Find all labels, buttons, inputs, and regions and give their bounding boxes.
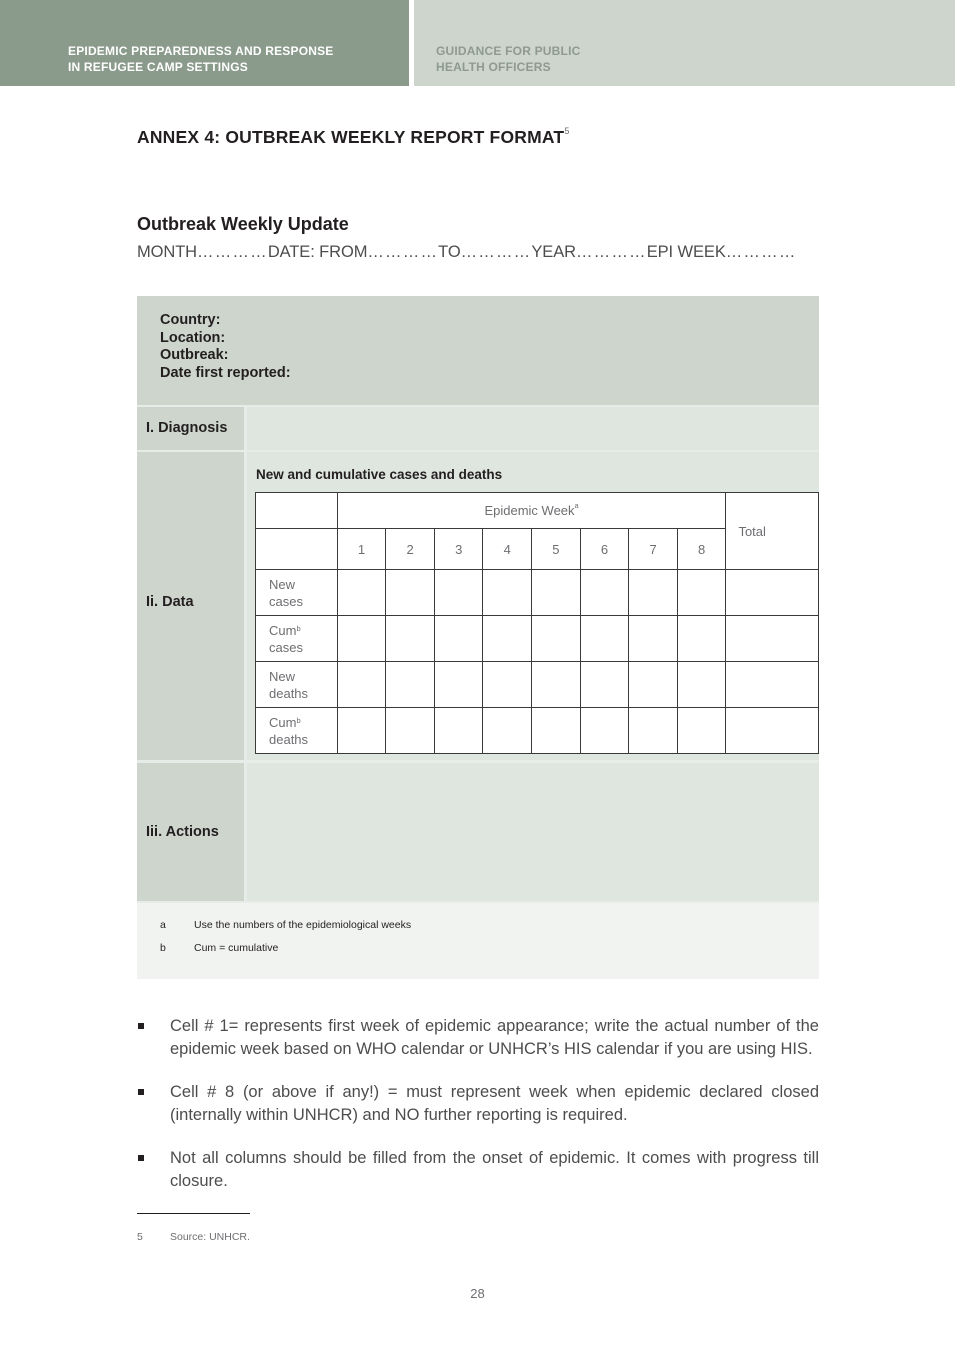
data-label-cell [137,452,244,760]
year-dots: ………… [575,243,647,261]
row-label-line1: Cum [269,714,297,730]
epidemic-week-sup: a [574,501,579,510]
table-notes [137,903,819,979]
note-key: b [160,942,166,954]
week-header: 2 [386,529,435,570]
data-cell[interactable] [532,708,581,754]
note-key: a [160,919,166,931]
data-label: Ii. Data [146,594,194,610]
week-header: 6 [580,529,629,570]
total-header: Total [726,493,819,570]
data-cell[interactable] [483,570,532,616]
table-row [256,570,819,616]
row-label-line2: cases [269,593,303,609]
row-label-cum-cases [256,616,338,662]
data-cell[interactable] [483,662,532,708]
diagnosis-value-cell [247,407,819,450]
annex-title [137,127,570,148]
table-corner-bottom [256,529,338,570]
data-cell[interactable] [337,570,386,616]
data-table-title: New and cumulative cases and deaths [256,467,503,482]
update-date-line [137,243,797,262]
outbreak-info-fields [160,312,291,382]
row-label-cum-deaths [256,708,338,754]
data-cell[interactable] [677,616,726,662]
row-label-line2: deaths [269,685,309,701]
outbreak-info-block [137,296,819,405]
data-cell[interactable] [532,570,581,616]
data-cell[interactable] [434,616,483,662]
data-cell[interactable] [386,570,435,616]
from-dots: ………… [367,243,439,261]
header-left-band [0,0,409,86]
row-label-sup: b [296,623,301,633]
row-label-line1: Cum [269,622,297,638]
annex-footnote-ref: 5 [564,126,570,136]
week-header: 5 [532,529,581,570]
header-right-band [414,0,955,86]
row-label-line1: New [269,668,296,684]
update-title: Outbreak Weekly Update [137,214,349,234]
annex-title-text: ANNEX 4: OUTBREAK WEEKLY REPORT FORMAT [137,127,565,147]
data-cell[interactable] [386,708,435,754]
series-title-line2: IN REFUGEE CAMP SETTINGS [68,60,248,74]
data-cell[interactable] [580,616,629,662]
footnote-text: Source: UNHCR. [170,1231,250,1243]
list-item [137,1015,819,1060]
epi-week-dots: ………… [725,243,797,261]
bullet-square-icon [138,1155,144,1161]
diagnosis-label: I. Diagnosis [146,420,228,436]
total-cell[interactable] [726,570,819,616]
series-subtitle [436,43,580,75]
actions-label-cell [137,763,244,901]
data-cell[interactable] [629,662,678,708]
data-cell[interactable] [677,570,726,616]
total-cell[interactable] [726,708,819,754]
year-label: YEAR [531,243,576,261]
table-corner-top [256,493,338,529]
series-title [68,43,334,75]
actions-value-cell [247,763,819,901]
data-cell[interactable] [532,662,581,708]
row-label-line1: New [269,576,296,592]
actions-label: Iii. Actions [146,824,219,840]
month-dots: ………… [197,243,268,261]
total-cell[interactable] [726,616,819,662]
bullet-text: Cell # 1= represents first week of epidemic appearance; write the actual number of the epidemic week based on WHO calendar or UNHCR’s HIS calendar if you are using HIS. [170,1017,819,1058]
data-cell[interactable] [386,616,435,662]
data-cell[interactable] [337,662,386,708]
data-cell[interactable] [580,570,629,616]
data-cell[interactable] [483,616,532,662]
week-header: 1 [337,529,386,570]
data-cell[interactable] [337,708,386,754]
footnote-divider [137,1213,250,1214]
week-header: 7 [629,529,678,570]
data-cell[interactable] [629,616,678,662]
data-cell[interactable] [677,708,726,754]
data-cell[interactable] [580,708,629,754]
report-form [137,296,819,979]
page-number: 28 [470,1286,485,1301]
data-cell[interactable] [629,570,678,616]
row-label-new-deaths [256,662,338,708]
epi-week-label: EPI WEEK [646,243,726,261]
data-cell[interactable] [677,662,726,708]
bullet-square-icon [138,1089,144,1095]
note-text: Use the numbers of the epidemiological weeks [194,919,412,931]
to-label: TO [438,243,461,261]
series-title-line1: EPIDEMIC PREPAREDNESS AND RESPONSE [68,44,334,58]
to-dots: ………… [460,243,532,261]
week-header: 3 [434,529,483,570]
table-row [256,662,819,708]
data-cell[interactable] [483,708,532,754]
diagnosis-label-cell [137,407,244,450]
table-row [256,616,819,662]
table-row [256,708,819,754]
row-label-line2: deaths [269,731,309,747]
cases-deaths-table [255,492,819,754]
data-cell[interactable] [386,662,435,708]
list-item [137,1147,819,1192]
country-field: Country: [160,312,221,328]
epidemic-week-header-text: Epidemic Week [484,503,575,518]
week-header: 4 [483,529,532,570]
date-from-label: DATE: FROM [267,243,368,261]
note-text: Cum = cumulative [194,942,279,954]
data-cell[interactable] [580,662,629,708]
data-cell[interactable] [337,616,386,662]
epidemic-week-header [337,493,726,529]
series-subtitle-line2: HEALTH OFFICERS [436,60,551,74]
footnote-number: 5 [137,1231,143,1243]
data-cell[interactable] [532,616,581,662]
data-cell[interactable] [434,708,483,754]
data-cell[interactable] [434,662,483,708]
row-label-new-cases [256,570,338,616]
row-label-line2: cases [269,639,303,655]
week-header: 8 [677,529,726,570]
date-first-reported-field: Date first reported: [160,364,291,381]
outbreak-field: Outbreak: [160,347,229,363]
guidance-bullets [137,1015,819,1213]
bullet-text: Not all columns should be filled from the onset of epidemic. It comes with progress till closure. [170,1149,819,1190]
list-item [137,1081,819,1126]
data-cell[interactable] [629,708,678,754]
bullet-text: Cell # 8 (or above if any!) = must represent week when epidemic declared closed (internally within UNHCR) and NO further reporting is required. [170,1083,819,1124]
bullet-square-icon [138,1023,144,1029]
row-label-sup: b [296,715,301,725]
data-cell[interactable] [434,570,483,616]
total-cell[interactable] [726,662,819,708]
series-subtitle-line1: GUIDANCE FOR PUBLIC [436,44,581,58]
location-field: Location: [160,329,226,346]
month-label: MONTH [137,243,197,261]
